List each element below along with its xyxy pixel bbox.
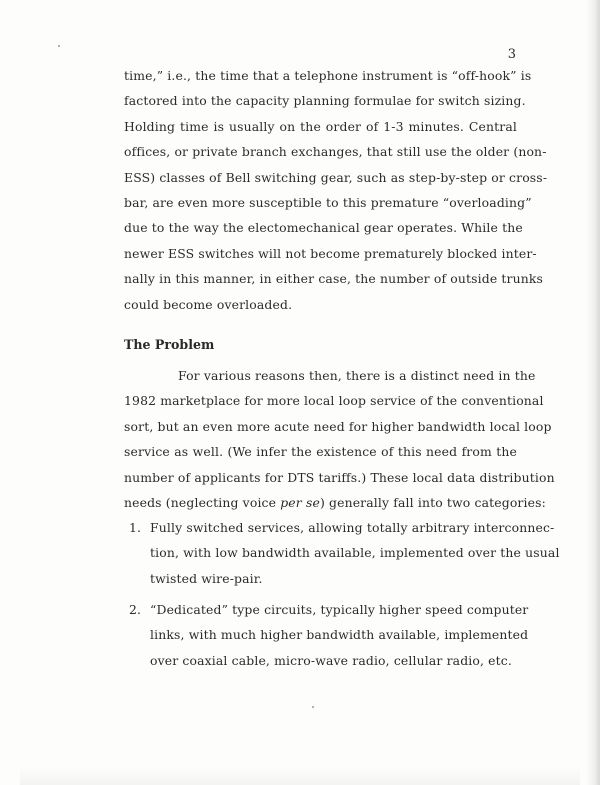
page-edge-shadow: [586, 0, 600, 785]
text-line: factored into the capacity planning formulae for switch sizing.: [124, 93, 526, 109]
scan-artifact: [20, 767, 580, 785]
text-line: twisted wire-pair.: [150, 570, 263, 586]
text-run: needs (neglecting voice: [124, 494, 281, 510]
text-line: service as well. (We infer the existence of this need from the: [124, 444, 517, 460]
text-run: ) generally fall into two categories:: [319, 494, 546, 510]
paragraph-continued: [124, 63, 548, 317]
text-line: over coaxial cable, micro-wave radio, cellular radio, etc.: [150, 652, 512, 668]
text-line: For various reasons then, there is a distinct need in the: [178, 368, 536, 383]
text-line: could become overloaded.: [124, 296, 293, 312]
text-line: due to the way the electomechanical gear operates. While the: [124, 220, 523, 236]
list-number: 2.: [129, 602, 142, 617]
paragraph-problem: [124, 363, 555, 515]
text-line: Holding time is usually on the order of 1-3 minutes. Central: [124, 118, 517, 134]
text-line: sort, but an even more acute need for higher bandwidth local loop: [124, 418, 552, 434]
page-number: 3: [507, 47, 516, 62]
text-line: [124, 490, 546, 515]
scan-speck: [58, 45, 60, 47]
text-line: nally in this manner, in either case, the number of outside trunks: [124, 271, 544, 287]
italic-text: per se: [280, 494, 320, 510]
text-line: bar, are even more susceptible to this premature “overloading”: [124, 194, 532, 210]
scan-speck: [312, 706, 314, 708]
text-line: Fully switched services, allowing totally arbitrary interconnec-: [150, 520, 555, 535]
text-line: newer ESS switches will not become prematurely blocked inter-: [124, 245, 537, 261]
text-line: offices, or private branch exchanges, that still use the older (non-: [124, 144, 547, 160]
text-line: tion, with low bandwidth available, implemented over the usual: [150, 545, 560, 561]
section-heading: The Problem: [124, 337, 215, 352]
text-line: 1982 marketplace for more local loop service of the conventional: [124, 393, 544, 409]
text-line: links, with much higher bandwidth available, implemented: [150, 627, 529, 643]
list-item-body: [150, 597, 529, 673]
text-line: “Dedicated” type circuits, typically higher speed computer: [150, 602, 529, 617]
list-number: 1.: [129, 520, 142, 535]
text-line: time,” i.e., the time that a telephone instrument is “off-hook” is: [124, 68, 532, 83]
text-line: ESS) classes of Bell switching gear, such as step-by-step or cross-: [124, 169, 548, 185]
text-line: number of applicants for DTS tariffs.) These local data distribution: [124, 469, 555, 485]
list-item-body: [150, 515, 560, 591]
